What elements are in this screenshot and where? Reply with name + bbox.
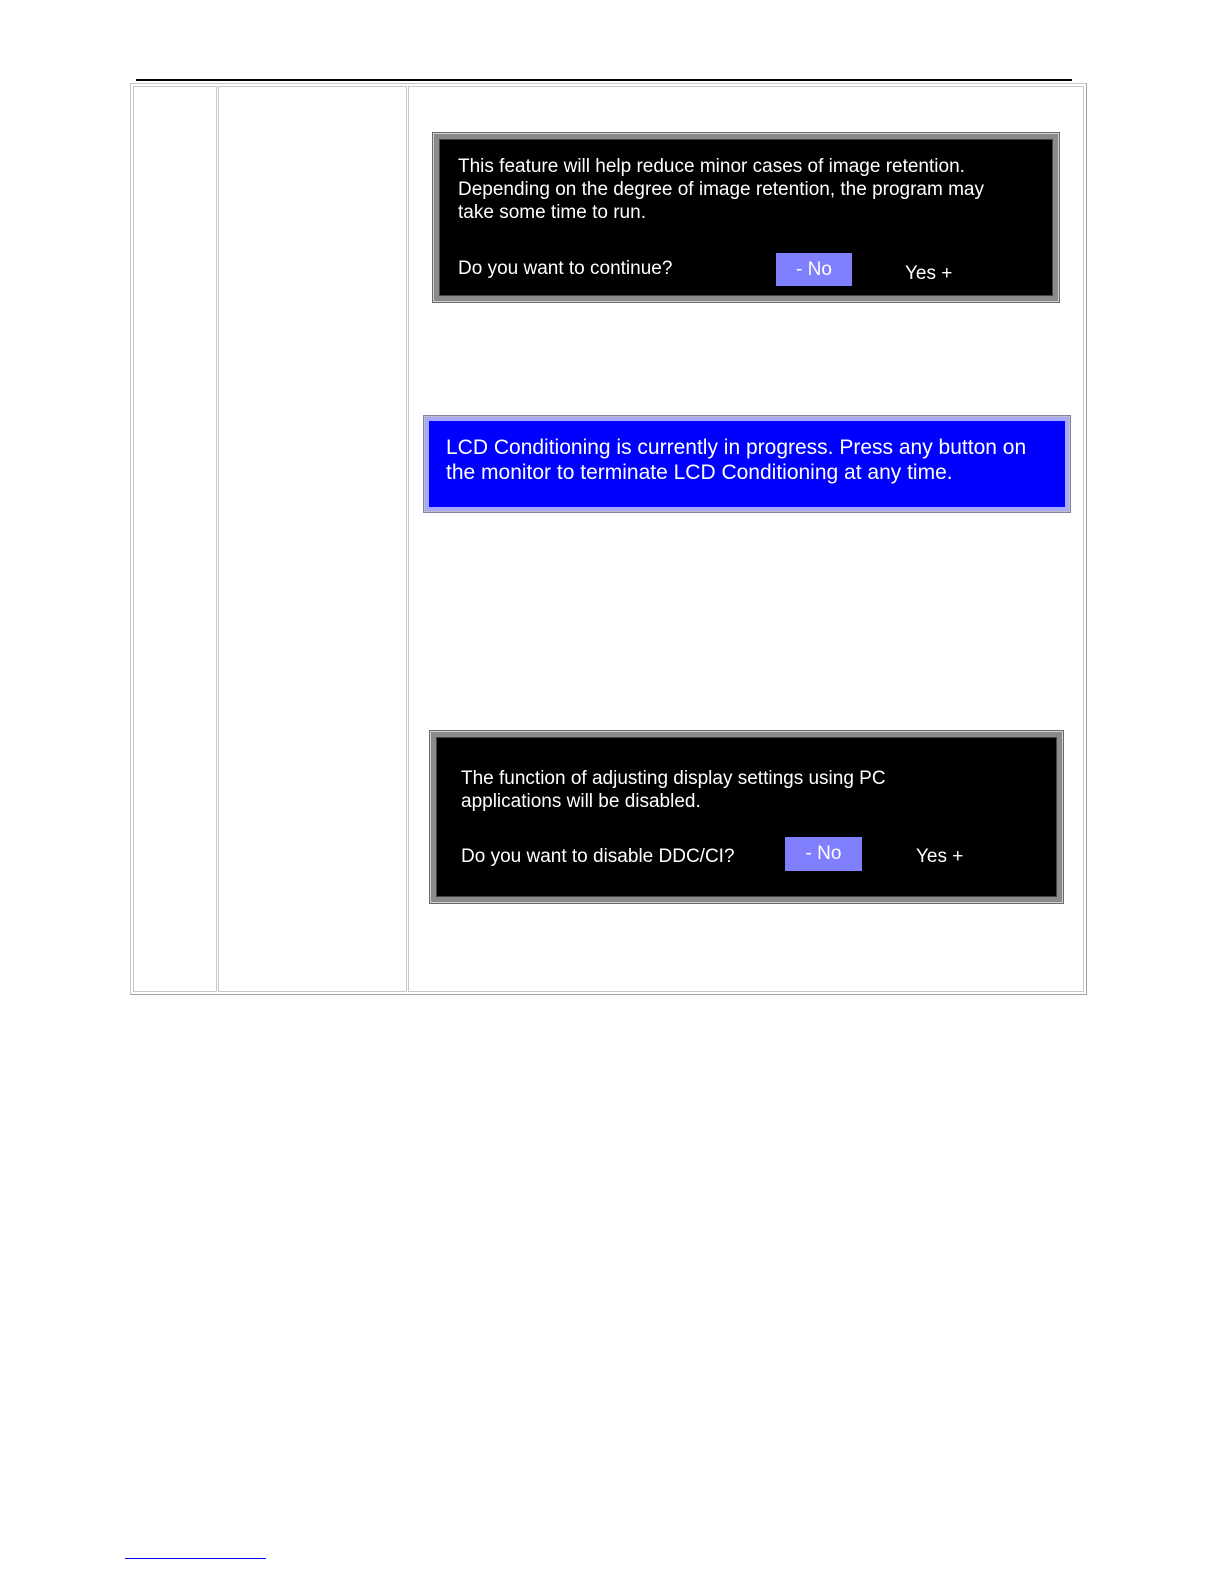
dialog-question: Do you want to continue? [458,258,673,279]
table-cell-label [218,86,407,992]
table-cell-index [133,86,217,992]
no-button[interactable]: - No [776,253,852,286]
lcd-conditioning-progress-banner [425,417,1069,511]
no-button[interactable]: - No [785,837,862,871]
footnote-link-rule [125,1558,266,1559]
ddc-ci-disable-dialog [431,732,1062,902]
dialog-question: Do you want to disable DDC/CI? [461,846,735,867]
lcd-conditioning-confirm-dialog [434,134,1058,301]
dialog-message: This feature will help reduce minor cases of image retention. Depending on the degree of image retention, the program may take some time to run. [458,156,984,223]
dialog-message: The function of adjusting display settings using PC applications will be disabled. [461,768,886,812]
header-rule [136,79,1072,81]
yes-button[interactable]: Yes + [905,257,952,290]
progress-message: LCD Conditioning is currently in progress. Press any button on the monitor to terminate LCD Conditioning at any time. [446,436,1027,484]
yes-button[interactable]: Yes + [916,846,964,867]
